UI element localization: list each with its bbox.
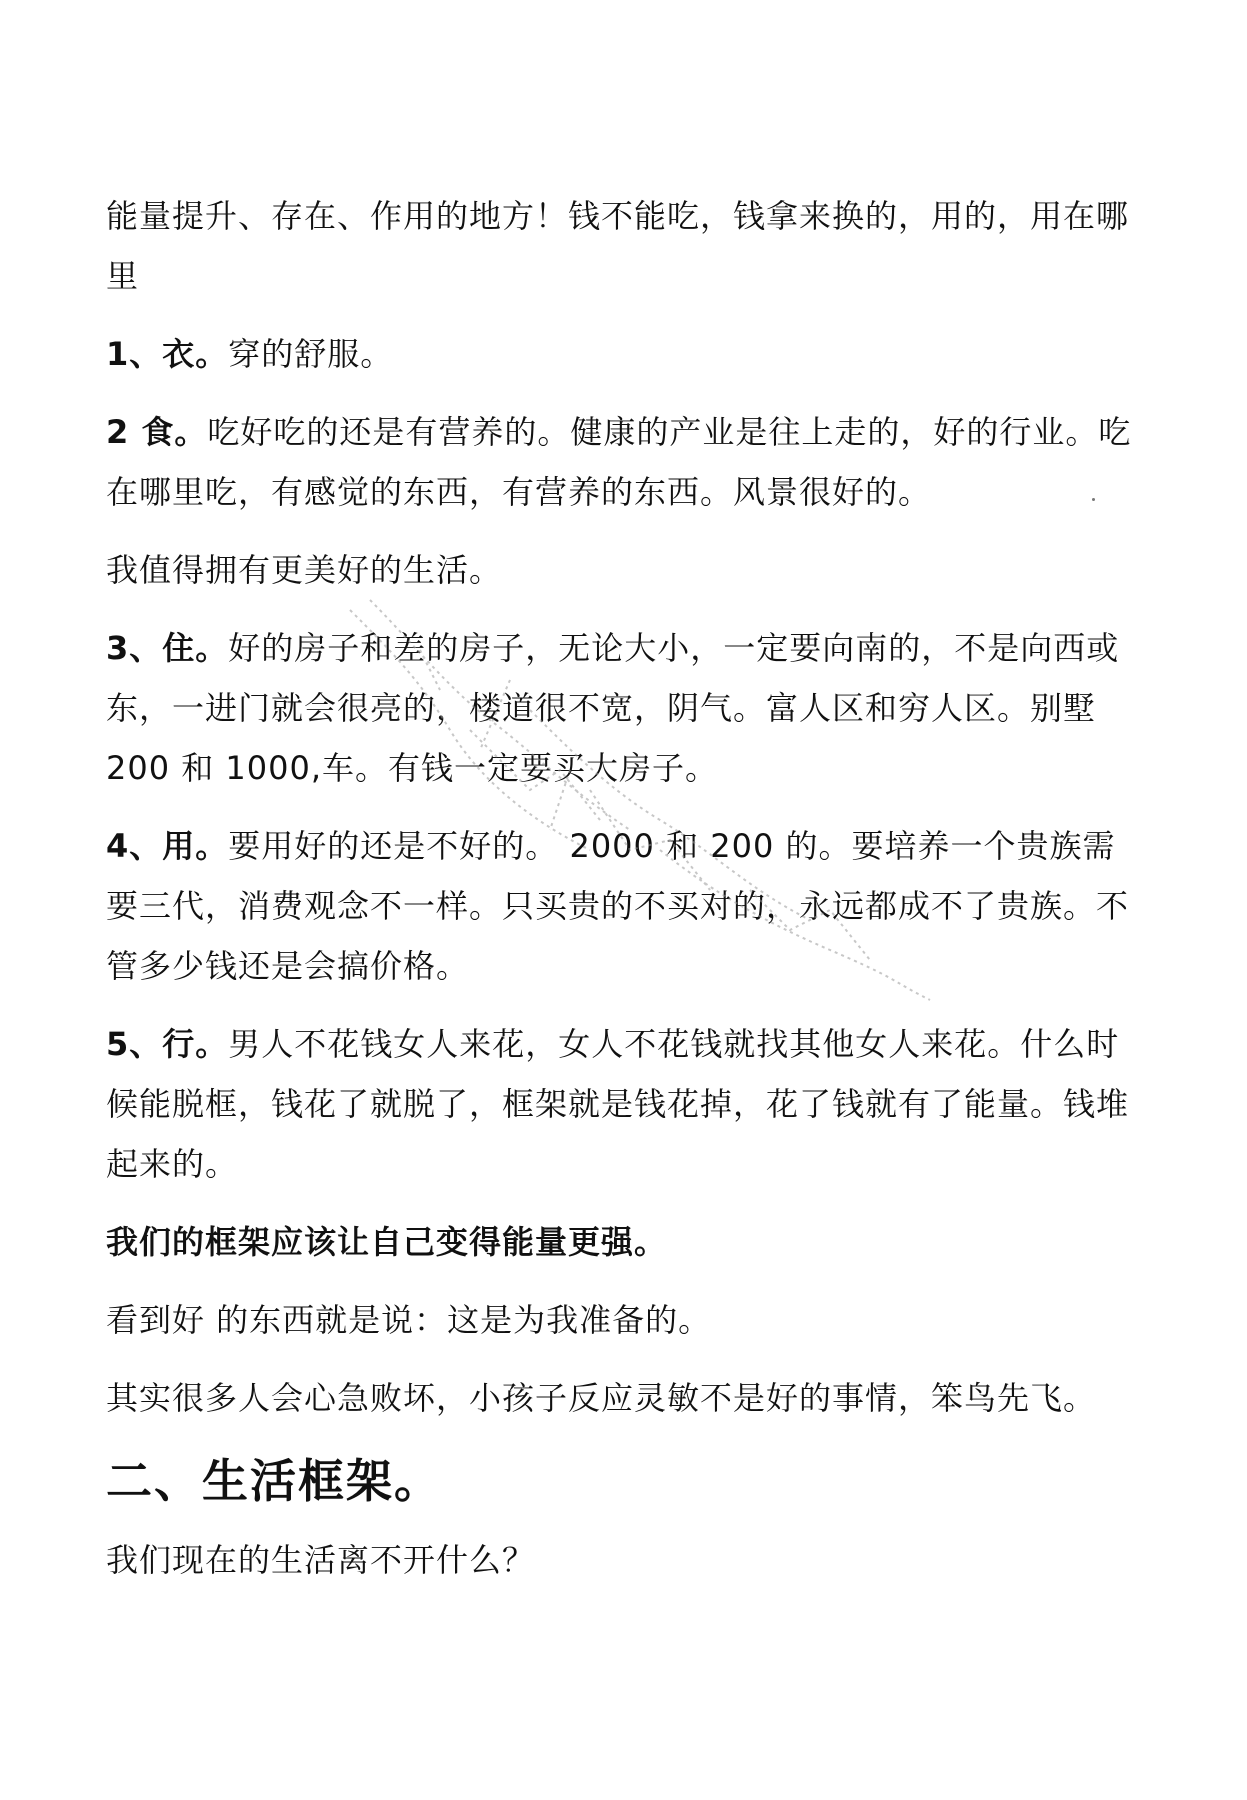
scan-speck <box>1092 498 1095 501</box>
item-travel-text: 男人不花钱女人来花，女人不花钱就找其他女人来花。什么时候能脱框，钱花了就脱了，框架就是钱花掉，花了钱就有了能量。钱堆起来的。 <box>106 1025 1130 1183</box>
bold-statement: 我们的框架应该让自己变得能量更强。 <box>106 1223 668 1261</box>
item-travel-lead: 5、行。 <box>106 1025 229 1063</box>
item-food-lead: 2 食。 <box>106 413 208 451</box>
item-clothing-lead: 1、衣。 <box>106 335 229 373</box>
section-heading: 二、生活框架。 <box>106 1454 442 1508</box>
item-use <box>106 816 1146 996</box>
deserve-paragraph: 我值得拥有更美好的生活。 <box>106 551 503 589</box>
anxious-paragraph: 其实很多人会心急败坏，小孩子反应灵敏不是好的事情，笨鸟先飞。 <box>106 1379 1097 1417</box>
intro-paragraph: 能量提升、存在、作用的地方！钱不能吃，钱拿来换的，用的，用在哪里 <box>106 197 1130 295</box>
item-housing <box>106 618 1146 798</box>
item-clothing-text: 穿的舒服。 <box>228 335 394 373</box>
item-food <box>106 402 1146 522</box>
question-paragraph: 我们现在的生活离不开什么？ <box>106 1541 536 1579</box>
item-use-lead: 4、用。 <box>106 827 229 865</box>
item-food-text: 吃好吃的还是有营养的。健康的产业是往上走的，好的行业。吃在哪里吃，有感觉的东西，有营养的东西。风景很好的。 <box>106 413 1132 511</box>
item-housing-lead: 3、住。 <box>106 629 229 667</box>
item-housing-text: 好的房子和差的房子，无论大小，一定要向南的，不是向西或东，一进门就会很亮的，楼道很不宽，阴气。富人区和穷人区。别墅 200 和 1000,车。有钱一定要买大房子。 <box>106 629 1120 787</box>
item-travel <box>106 1014 1146 1194</box>
item-use-text: 要用好的还是不好的。 2000 和 200 的。要培养一个贵族需要三代，消费观念不一样。只买贵的不买对的，永远都成不了贵族。不管多少钱还是会搞价格。 <box>106 827 1130 985</box>
item-clothing <box>106 324 1146 384</box>
document-body <box>106 186 1146 1608</box>
see-good-paragraph: 看到好 的东西就是说：这是为我准备的。 <box>106 1301 712 1339</box>
